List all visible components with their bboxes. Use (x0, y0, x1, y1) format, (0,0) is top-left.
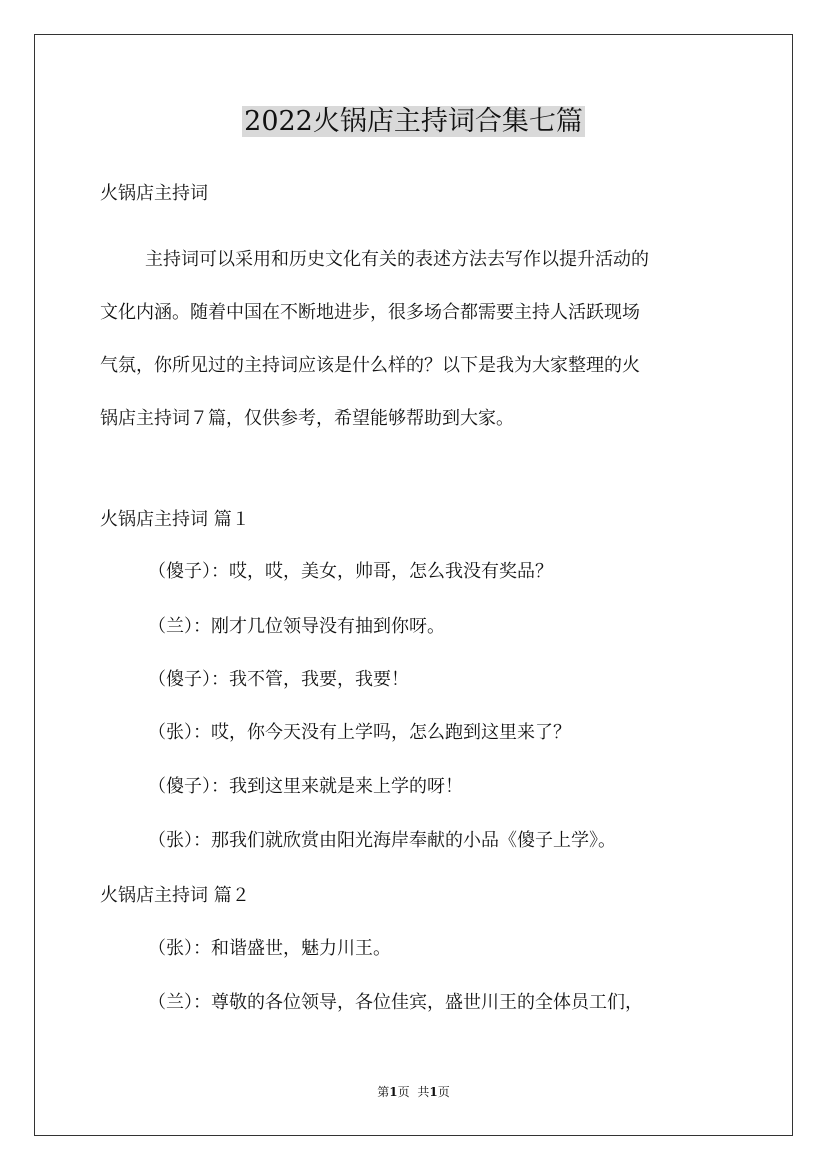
section-heading-2: 火锅店主持词 篇２ (100, 885, 250, 906)
intro-line: 气氛，你所见过的主持词应该是什么样的？以下是我为大家整理的火 (100, 355, 640, 376)
footer-page-prefix: 第 (377, 1085, 390, 1099)
dialog-line: （傻子）：我到这里来就是来上学的呀！ (148, 776, 463, 797)
intro-paragraph (100, 233, 730, 445)
dialog-line: （张）：和谐盛世，魅力川王。 (148, 938, 391, 959)
section-heading-1: 火锅店主持词 篇１ (100, 509, 250, 530)
dialog-line: （兰）：刚才几位领导没有抽到你呀。 (148, 616, 445, 637)
dialog-line: （张）：那我们就欣赏由阳光海岸奉献的小品《傻子上学》。 (148, 830, 616, 851)
page-footer (0, 1083, 827, 1101)
document-title-text: 2022火锅店主持词合集七篇 (244, 106, 583, 137)
intro-line: 文化内涵。随着中国在不断地进步，很多场合都需要主持人活跃现场 (100, 302, 640, 323)
dialog-line: （兰）：尊敬的各位领导，各位佳宾，盛世川王的全体员工们， (148, 992, 643, 1013)
footer-page-unit: 页 (397, 1085, 410, 1099)
intro-line: 主持词可以采用和历史文化有关的表述方法去写作以提升活动的 (145, 249, 649, 270)
dialog-line: （张）：哎，你今天没有上学吗，怎么跑到这里来了？ (148, 722, 571, 743)
footer-total-unit: 页 (437, 1085, 450, 1099)
dialog-line: （傻子）：哎，哎，美女，帅哥，怎么我没有奖品？ (148, 561, 553, 582)
footer-total-prefix: 共 (417, 1085, 430, 1099)
footer-page-total: 1 (429, 1085, 438, 1099)
intro-line: 锅店主持词７篇，仅供参考，希望能够帮助到大家。 (100, 408, 514, 429)
intro-heading: 火锅店主持词 (100, 183, 208, 204)
footer-page-current: 1 (389, 1085, 398, 1099)
dialog-line: （傻子）：我不管，我要，我要！ (148, 669, 409, 690)
document-title (0, 100, 827, 144)
